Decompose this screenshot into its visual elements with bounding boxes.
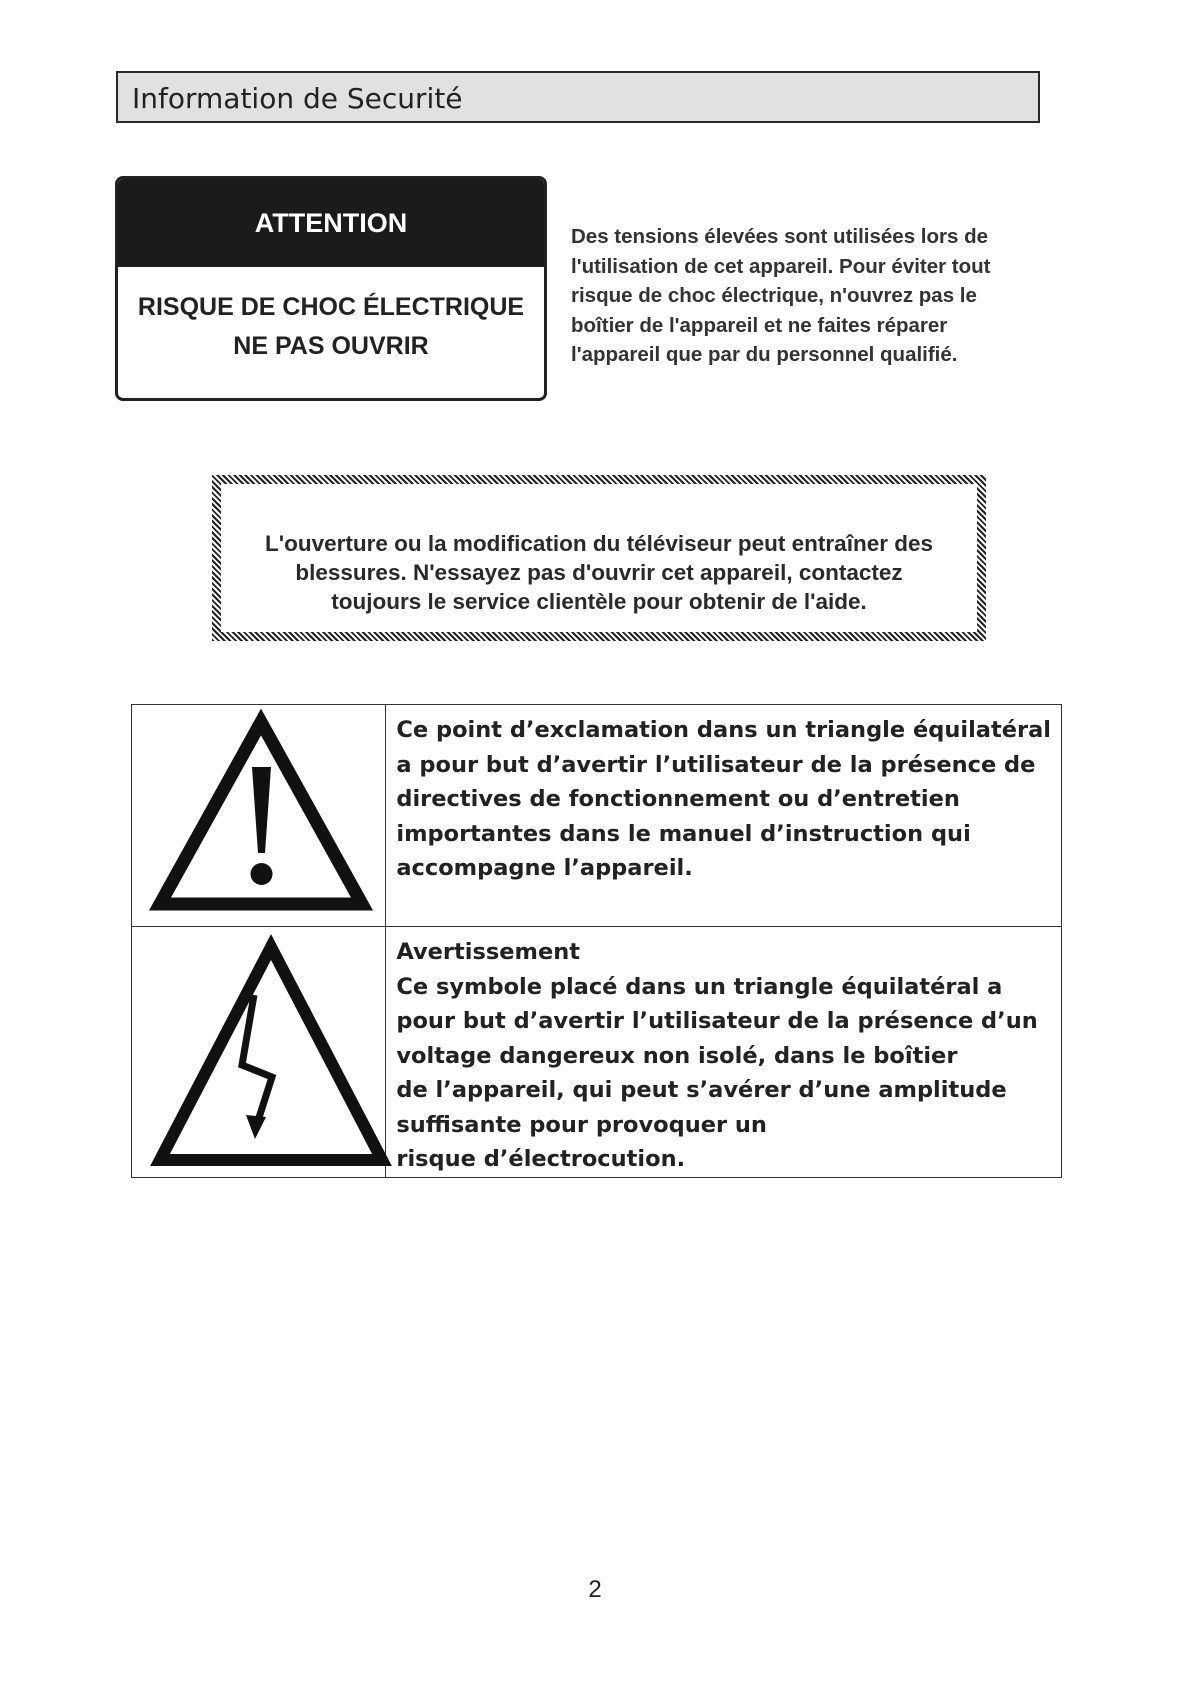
symbol-text-line: risque d’électrocution.	[396, 1146, 686, 1172]
icon-cell	[132, 705, 386, 927]
symbol-text-line: Ce symbole placé dans un triangle équilatéral a	[396, 973, 1003, 1000]
symbol-text-line: suffisante pour provoquer un	[396, 1111, 767, 1138]
text-cell	[386, 705, 1062, 927]
symbol-text-line: Ce point d’exclamation dans un triangle équilatéral	[396, 717, 1051, 743]
caution-text-line: risque de choc électrique, n'ouvrez pas le	[571, 284, 977, 307]
caution-text-line: Des tensions élevées sont utilisées lors de	[571, 225, 989, 248]
caution-label	[115, 176, 547, 401]
symbol-text-line: accompagne l’appareil.	[396, 855, 693, 881]
symbol-text-line: directives de fonctionnement ou d’entretien	[396, 786, 960, 812]
caution-body	[118, 293, 544, 361]
notice-line: L'ouverture ou la modification du téléviseur peut entraîner des	[265, 531, 933, 556]
text-cell	[386, 927, 1062, 1178]
caution-heading: ATTENTION	[118, 179, 544, 267]
caution-text-line: boîtier de l'appareil et ne faites réparer	[571, 313, 948, 337]
table-row	[132, 705, 1062, 927]
caution-text-line: l'appareil que par du personnel qualifié.	[571, 343, 958, 366]
symbol-text-line: Avertissement	[396, 939, 580, 965]
notice-line: toujours le service clientèle pour obtenir de l'aide.	[331, 589, 867, 614]
notice-line: blessures. N'essayez pas d'ouvrir cet appareil, contactez	[295, 560, 903, 585]
symbol-text-line: importantes dans le manuel d’instruction qui	[396, 820, 971, 847]
symbol-text-line: pour but d’avertir l’utilisateur de la présence d’un	[396, 1008, 1038, 1034]
caution-text-line: l'utilisation de cet appareil. Pour éviter tout	[571, 254, 991, 278]
symbol-text-line: voltage dangereux non isolé, dans le boîtier	[396, 1042, 958, 1069]
symbol-description	[396, 935, 1051, 1177]
caution-line-2: NE PAS OUVRIR	[233, 332, 429, 360]
caution-line-1: RISQUE DE CHOC ÉLECTRIQUE	[137, 293, 525, 321]
symbol-table	[131, 704, 1062, 1178]
symbol-text-line: a pour but d’avertir l’utilisateur de la présence de	[396, 751, 1036, 778]
notice-text	[221, 529, 977, 616]
symbol-description	[396, 713, 1051, 886]
notice-box	[212, 475, 986, 641]
caution-description	[571, 222, 1051, 370]
section-header	[116, 71, 1040, 123]
lightning-triangle-icon	[132, 927, 428, 1178]
page-number: 2	[588, 1576, 602, 1603]
icon-cell	[132, 927, 386, 1178]
table-row	[132, 927, 1062, 1178]
section-title: Information de Securité	[132, 82, 463, 115]
symbol-text-line: de l’appareil, qui peut s’avérer d’une amplitude	[396, 1077, 1007, 1103]
exclamation-triangle-icon	[132, 705, 428, 927]
